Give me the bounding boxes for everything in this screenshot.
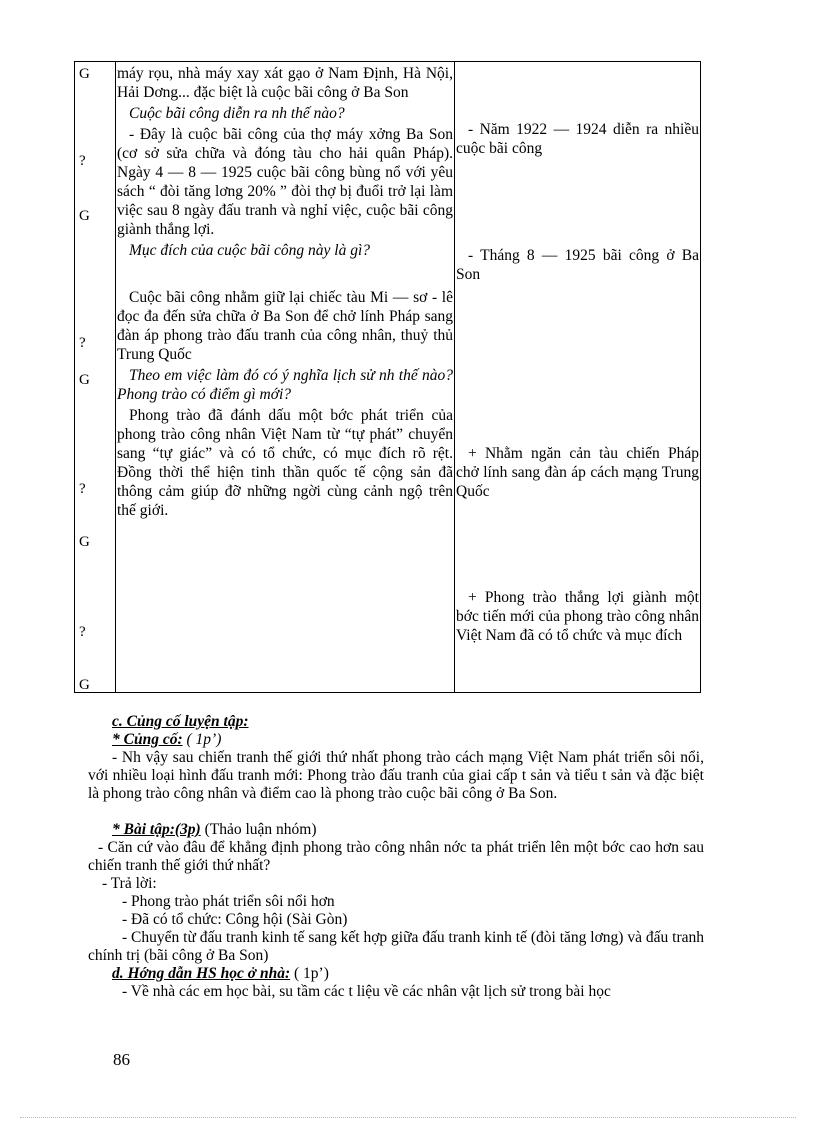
label-teacher: G — [79, 66, 90, 82]
student-answer: Cuộc bãi công nhằm giữ lại chiếc tàu Mi — sơ - lê đọc đa đến sửa chữa ở Ba Son để chở lính Pháp sang đàn áp phong trào đấu tranh của công nhân, thuỷ thủ Trung Quốc — [117, 289, 453, 363]
answer-item: - Phong trào phát triển sôi nổi hơn — [122, 893, 335, 910]
subsection-heading: * Củng cố: — [112, 731, 183, 748]
answer-item: - Chuyển từ đấu tranh kinh tế sang kết hợp giữa đấu tranh kinh tế (đòi tăng lơng) và đấu tranh chính trị (bãi công ở Ba Son) — [88, 929, 704, 964]
content-point: + Phong trào thắng lợi giành một bớc tiến mới của phong trào công nhân Việt Nam đã có tổ chức và mục đích — [456, 589, 699, 644]
teacher-question: Mục đích của cuộc bãi công này là gì? — [129, 242, 371, 259]
activity-text: máy rọu, nhà máy xay xát gạo ở Nam Định, Hà Nội, Hải Dơng... đặc biệt là cuộc bãi công ở Ba Son — [117, 65, 453, 101]
label-teacher: G — [79, 208, 90, 224]
label-question: ? — [79, 335, 86, 351]
label-column — [75, 62, 116, 693]
section-heading: c. Củng cố luyện tập: — [112, 713, 249, 730]
time-note: ( 1p’) — [294, 965, 329, 982]
homework-text: - Về nhà các em học bài, su tầm các t liệu về các nhân vật lịch sử trong bài học — [122, 983, 611, 1000]
content-column — [455, 62, 701, 693]
content-point: - Tháng 8 — 1925 bãi công ở Ba Son — [456, 247, 699, 283]
page-footer-divider — [20, 1117, 796, 1118]
answer-label: - Trả lời: — [102, 875, 157, 892]
section-heading: d. Hớng dẫn HS học ở nhà: — [112, 965, 291, 982]
teacher-question: Theo em việc làm đó có ý nghĩa lịch sử nh thế nào? Phong trào có điểm gì mới? — [117, 367, 453, 403]
summary-paragraph: - Nh vậy sau chiến tranh thế giới thứ nhất phong trào cách mạng Việt Nam phát triển sôi nổi, với nhiều loại hình đấu tranh mới: Phong trào đấu tranh của giai cấp t sản và tiểu t sản và đặc biệt là phong trào công nhân và điểm cao là phong trào cuộc bãi công ở Ba Son. — [88, 749, 704, 802]
student-answer: - Đây là cuộc bãi công của thợ máy xởng Ba Son (cơ sở sửa chữa và đóng tàu cho hải quân Pháp). Ngày 4 — 8 — 1925 cuộc bãi công bùng nổ với yêu sách “ đòi tăng lơng 20% ” đòi thợ bị đuổi trở lại làm việc sau 8 ngày đấu tranh và nghỉ việc, cuộc bãi công giành thắng lợi. — [117, 126, 453, 238]
page-number: 86 — [113, 1050, 130, 1069]
label-question: ? — [79, 481, 86, 497]
content-point: + Nhằm ngăn cản tàu chiến Pháp chở lính sang đàn áp cách mạng Trung Quốc — [456, 445, 699, 500]
label-teacher: G — [79, 372, 90, 388]
student-answer: Phong trào đã đánh dấu một bớc phát triển của phong trào công nhân Việt Nam từ “tự phát” chuyển sang “tự giác” và có tổ chức, có mục đích rõ rệt. Đồng thời thể hiện tinh thần quốc tế cộng sản đã thông cảm giúp đỡ những ngời cùng cảnh ngộ trên thế giới. — [117, 407, 453, 519]
label-teacher: G — [79, 534, 90, 550]
label-teacher: G — [79, 677, 90, 693]
lesson-table — [74, 61, 701, 693]
teacher-question: Cuộc bãi công diễn ra nh thế nào? — [129, 105, 345, 122]
content-point: - Năm 1922 — 1924 diễn ra nhiều cuộc bãi công — [456, 121, 699, 157]
subsection-heading: * Bài tập:(3p) — [112, 821, 201, 838]
teacher-student-activity-column — [116, 62, 455, 693]
answer-item: - Đã có tổ chức: Công hội (Sài Gòn) — [122, 911, 348, 928]
exercise-note: (Thảo luận nhóm) — [204, 821, 317, 838]
label-question: ? — [79, 153, 86, 169]
lesson-summary — [88, 713, 704, 1001]
exercise-question: - Căn cứ vào đâu để khẳng định phong trào công nhân nớc ta phát triển lên một bớc cao hơn sau chiến tranh thế giới thứ nhất? — [88, 839, 704, 874]
label-question: ? — [79, 624, 86, 640]
time-note: ( 1p’) — [186, 731, 222, 748]
